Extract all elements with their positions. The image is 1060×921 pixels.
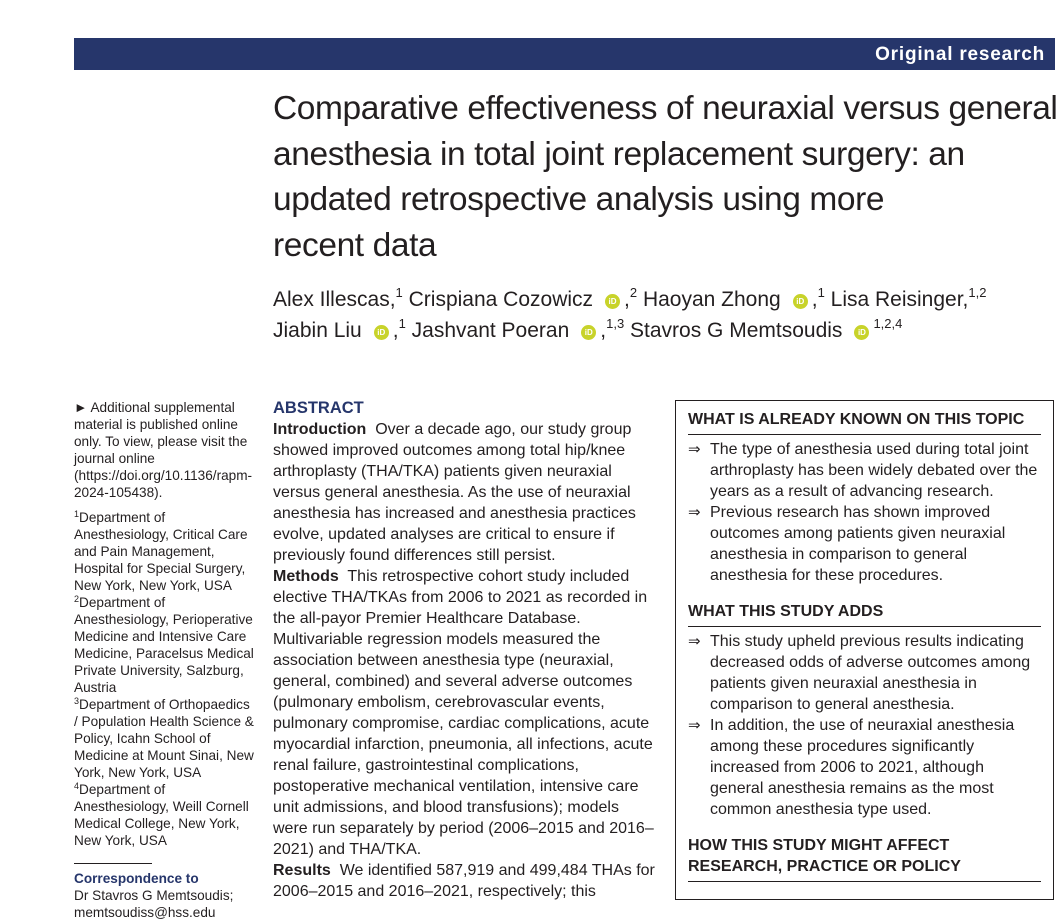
arrow-icon: ⇒ — [688, 440, 701, 458]
title-line: Comparative effectiveness of neuraxial versus general — [273, 90, 1058, 127]
affiliation-text: Department of Orthopaedics / Population Health Science & Policy, Icahn School of Medicine at Mount Sinai, New York, New York, USA — [74, 697, 254, 780]
title-line: anesthesia in total joint replacement surgery: an — [273, 135, 965, 173]
author-name[interactable]: Jiabin Liu — [273, 319, 362, 342]
methods-text: This retrospective cohort study included elective THA/TKAs from 2006 to 2021 as recorded in the all-payor Premier Healthcare Database. Multivariable regression models measured the association between anesthesia type (neuraxial, general, combined) and several adverse outcomes (pulmonary embolism, cerebrovascular events, pulmonary compromise, cardiac complications, acute myocardial infarction, pneumonia, all infections, acute renal failure, gastrointestinal complications, postoperative mechanical ventilation, intensive care unit admissions, and blood transfusions); models were run separately by period (2006–2015 and 2016–2021) and THA/TKA. — [273, 568, 654, 858]
affiliation-text: Department of Anesthesiology, Perioperative Medicine and Intensive Care Medicine, Paracelsus Medical Private University, Salzburg, Austria — [74, 595, 254, 695]
separator: , — [624, 288, 630, 311]
affiliation — [74, 781, 256, 849]
affiliation-number: 2 — [74, 594, 80, 604]
author-line — [273, 284, 1053, 315]
box-item-text: The type of anesthesia used during total joint arthroplasty has been widely debated over the years as a result of advancing research. — [710, 441, 1038, 500]
author-name[interactable]: Alex Illescas, — [273, 288, 396, 311]
correspondence-heading: Correspondence to — [74, 871, 199, 886]
affiliation-number: 4 — [74, 781, 80, 791]
orcid-icon[interactable]: iD — [793, 294, 808, 309]
box-list — [688, 631, 1041, 820]
abstract-heading: ABSTRACT — [273, 399, 364, 417]
box-list — [688, 439, 1041, 586]
author-affiliation: 1 — [398, 316, 406, 331]
abstract-introduction — [273, 419, 658, 566]
abstract-methods — [273, 566, 658, 860]
title-line: updated retrospective analysis using more — [273, 181, 885, 218]
affiliation — [74, 509, 256, 594]
box-item-text: Previous research has shown improved outcomes among patients given neuraxial anesthesia in comparison to general anesthesia for these procedures. — [710, 504, 1006, 584]
box-section-heading: WHAT THIS STUDY ADDS — [688, 601, 1041, 627]
box-list-item — [688, 502, 1041, 586]
author-name[interactable]: Jashvant Poeran — [411, 319, 570, 342]
box-section-heading: WHAT IS ALREADY KNOWN ON THIS TOPIC — [688, 409, 1041, 435]
results-label: Results — [273, 862, 331, 879]
introduction-text: Over a decade ago, our study group showed improved outcomes among total hip/knee arthroplasty (THA/TKA) patients given neuraxial versus general anesthesia. As the use of neuraxial anesthesia has increased and anesthesia practices evolve, updated analyses are critical to ensure if previously found differences still persist. — [273, 421, 636, 564]
correspondence-email[interactable]: memtsoudiss@hss.edu — [74, 905, 216, 920]
box-item-text: This study upheld previous results indicating decreased odds of adverse outcomes among patients given neuraxial anesthesia in comparison to general anesthesia. — [710, 633, 1031, 713]
arrow-icon: ⇒ — [688, 716, 701, 734]
affiliation-text: Department of Anesthesiology, Critical Care and Pain Management, Hospital for Special Surgery, New York, New York, USA — [74, 510, 248, 593]
author-name[interactable]: Stavros G Memtsoudis — [630, 319, 843, 342]
author-line — [273, 315, 1053, 346]
abstract — [273, 398, 658, 902]
separator: , — [811, 288, 818, 311]
divider — [74, 863, 152, 864]
author-affiliation: 1,2,4 — [873, 316, 903, 331]
orcid-icon[interactable]: iD — [374, 325, 389, 340]
introduction-label: Introduction — [273, 421, 367, 438]
orcid-icon[interactable]: iD — [605, 294, 620, 309]
author-name[interactable]: Crispiana Cozowicz — [408, 288, 594, 311]
article-title — [273, 86, 1060, 268]
box-list-item — [688, 715, 1041, 820]
separator: , — [392, 319, 399, 342]
supplemental-note[interactable]: ► Additional supplemental material is published online only. To view, please visit the journal online (https://doi.org/10.1136/rapm-2024-105438). — [74, 400, 253, 500]
separator: , — [600, 319, 607, 342]
box-list-item — [688, 631, 1041, 715]
sidebar — [74, 399, 256, 921]
author-name[interactable]: Haoyan Zhong — [642, 288, 781, 311]
author-affiliation: 1 — [817, 285, 825, 300]
orcid-icon[interactable]: iD — [581, 325, 596, 340]
affiliation-number: 3 — [74, 696, 80, 706]
methods-label: Methods — [273, 568, 339, 585]
orcid-icon[interactable]: iD — [854, 325, 869, 340]
arrow-icon: ⇒ — [688, 632, 701, 650]
results-text: We identified 587,919 and 499,484 THAs for 2006–2015 and 2016–2021, respectively; this — [273, 862, 655, 900]
box-list-item — [688, 439, 1041, 502]
affiliation-text: Department of Anesthesiology, Weill Cornell Medical College, New York, New York, USA — [74, 782, 249, 848]
affiliation — [74, 594, 256, 696]
correspondence-name: Dr Stavros G Memtsoudis; — [74, 888, 234, 903]
section-banner: Original research — [74, 38, 1055, 70]
author-name[interactable]: Lisa Reisinger, — [830, 288, 969, 311]
affiliation-number: 1 — [74, 509, 80, 519]
author-affiliation: 1 — [395, 285, 403, 300]
abstract-results — [273, 860, 658, 902]
title-line: recent data — [273, 226, 437, 264]
author-list — [273, 284, 1053, 346]
box-section-heading: HOW THIS STUDY MIGHT AFFECT RESEARCH, PRACTICE OR POLICY — [688, 835, 1041, 882]
affiliation — [74, 696, 256, 781]
key-messages-box — [675, 400, 1054, 900]
author-affiliation: 2 — [629, 285, 638, 300]
arrow-icon: ⇒ — [688, 503, 701, 521]
author-affiliation: 1,3 — [606, 316, 625, 331]
box-item-text: In addition, the use of neuraxial anesthesia among these procedures significantly increased from 2006 to 2021, although general anesthesia remains as the most common anesthesia type used. — [710, 717, 1015, 818]
author-affiliation: 1,2 — [968, 285, 987, 300]
